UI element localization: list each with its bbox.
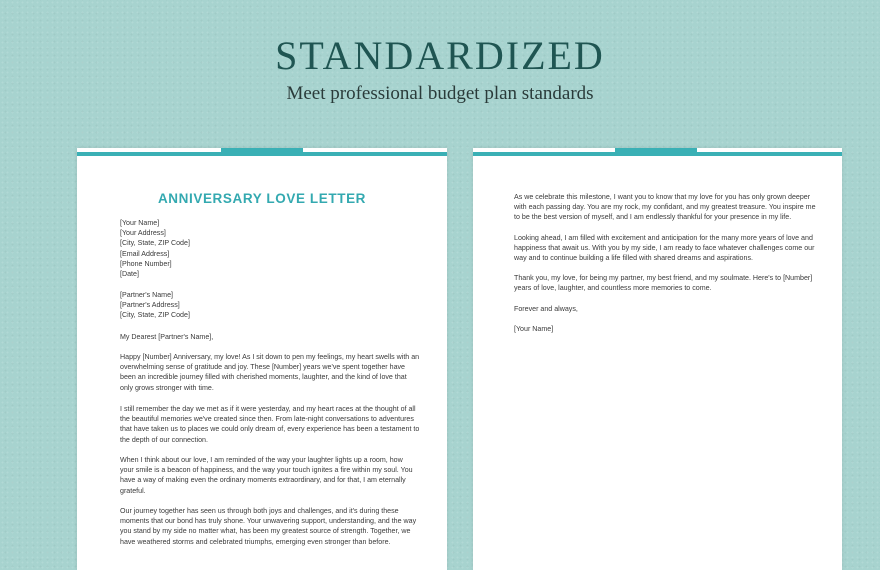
sender-address-block [120,218,410,279]
paragraph-7 [514,273,813,293]
sender-line: [Date] [120,270,139,279]
paragraph-6 [514,233,815,264]
sender-line: [City, State, ZIP Code] [120,239,190,248]
paragraph-line: you stand by my side no matter what, has been my greatest source of strength. Together, we [120,527,411,536]
subheadline: Meet professional budget plan standards [286,83,594,104]
paragraph-line: Happy [Number] Anniversary, my love! As I sit down to pen my feelings, my heart swells with an [120,353,420,361]
paragraph-5 [514,192,816,223]
signature [514,324,804,334]
letter-title: ANNIVERSARY LOVE LETTER [157,191,367,206]
paragraph-line: have weathered storms and celebrated triumphs, emerging even stronger than before. [120,537,391,546]
paragraph-3 [120,455,413,496]
page-header-tab [615,148,697,156]
paragraph-line: I still remember the day we met as if it were yesterday, and my heart races at the thought of all [120,405,416,413]
letter-page-2 [473,148,842,570]
paragraph-line: your smile is a beacon of happiness, and the way your touch ignites a fire within my soul. You [120,466,413,475]
paragraph-line: happiness that await us. With you by my side, I am ready to face whatever challenges come our [514,244,815,253]
headline: STANDARDIZED [275,33,605,78]
paragraph-1 [120,352,420,393]
recipient-line: [Partner's Address] [120,301,180,310]
recipient-line: [Partner's Name] [120,291,173,299]
paragraph-2 [120,404,420,445]
paragraph-line: the beautiful memories we've created since then. From late-night conversations to adventures [120,415,414,424]
paragraph-line: When I think about our love, I am reminded of the way your laughter lights up a room, how [120,456,403,464]
paragraph-line: that have taken us to places we could only dream of, every experience has been a testament to [120,425,420,434]
paragraph-line: grateful. [120,486,146,495]
sender-line: [Email Address] [120,249,170,258]
salutation-text: My Dearest [Partner's Name], [120,333,214,341]
letter-page-1 [77,148,447,570]
sender-line: [Phone Number] [120,259,172,268]
paragraph-line: Looking ahead, I am filled with excitement and anticipation for the many more years of love and [514,234,813,242]
paragraph-line: the depth of our connection. [120,435,208,444]
paragraph-line: have a way of making even the ordinary moments extraordinary, and for that, I am eternally [120,476,406,485]
salutation [120,332,410,342]
paragraph-line: Our journey together has seen us through both joys and challenges, and it's during these [120,507,399,515]
page-header-tab [221,148,303,156]
recipient-address-block [120,290,410,321]
sender-line: [Your Address] [120,229,166,238]
paragraph-line: to be the best version of myself, and I am endlessly thankful for your presence in my life. [514,213,792,222]
paragraph-line: moments that our bond has truly shone. Your unwavering support, understanding, and the way [120,517,417,526]
paragraph-line: been an incredible journey filled with cherished moments, laughter, and the kind of love that [120,373,407,382]
paragraph-line: Thank you, my love, for being my partner, my best friend, and my soulmate. Here's to [Number] [514,274,813,282]
signature-text: [Your Name] [514,325,554,333]
sender-line: [Your Name] [120,219,160,227]
paragraph-4 [120,506,417,547]
paragraph-line: way and to continue building a life filled with shared dreams and aspirations. [514,254,753,263]
paragraph-line: with each passing day. You are my rock, my confidant, and my greatest treasure. You inspire me [514,203,816,212]
closing [514,304,804,314]
recipient-line: [City, State, ZIP Code] [120,311,190,320]
paragraph-line: years of love, laughter, and countless more memories to come. [514,284,712,293]
paragraph-line: overwhelming sense of gratitude and joy. These [Number] years we've spent together have [120,363,405,372]
paragraph-line: only grows stronger with time. [120,383,214,392]
paragraph-line: As we celebrate this milestone, I want you to know that my love for you has only grown deeper [514,193,811,201]
closing-text: Forever and always, [514,305,578,313]
